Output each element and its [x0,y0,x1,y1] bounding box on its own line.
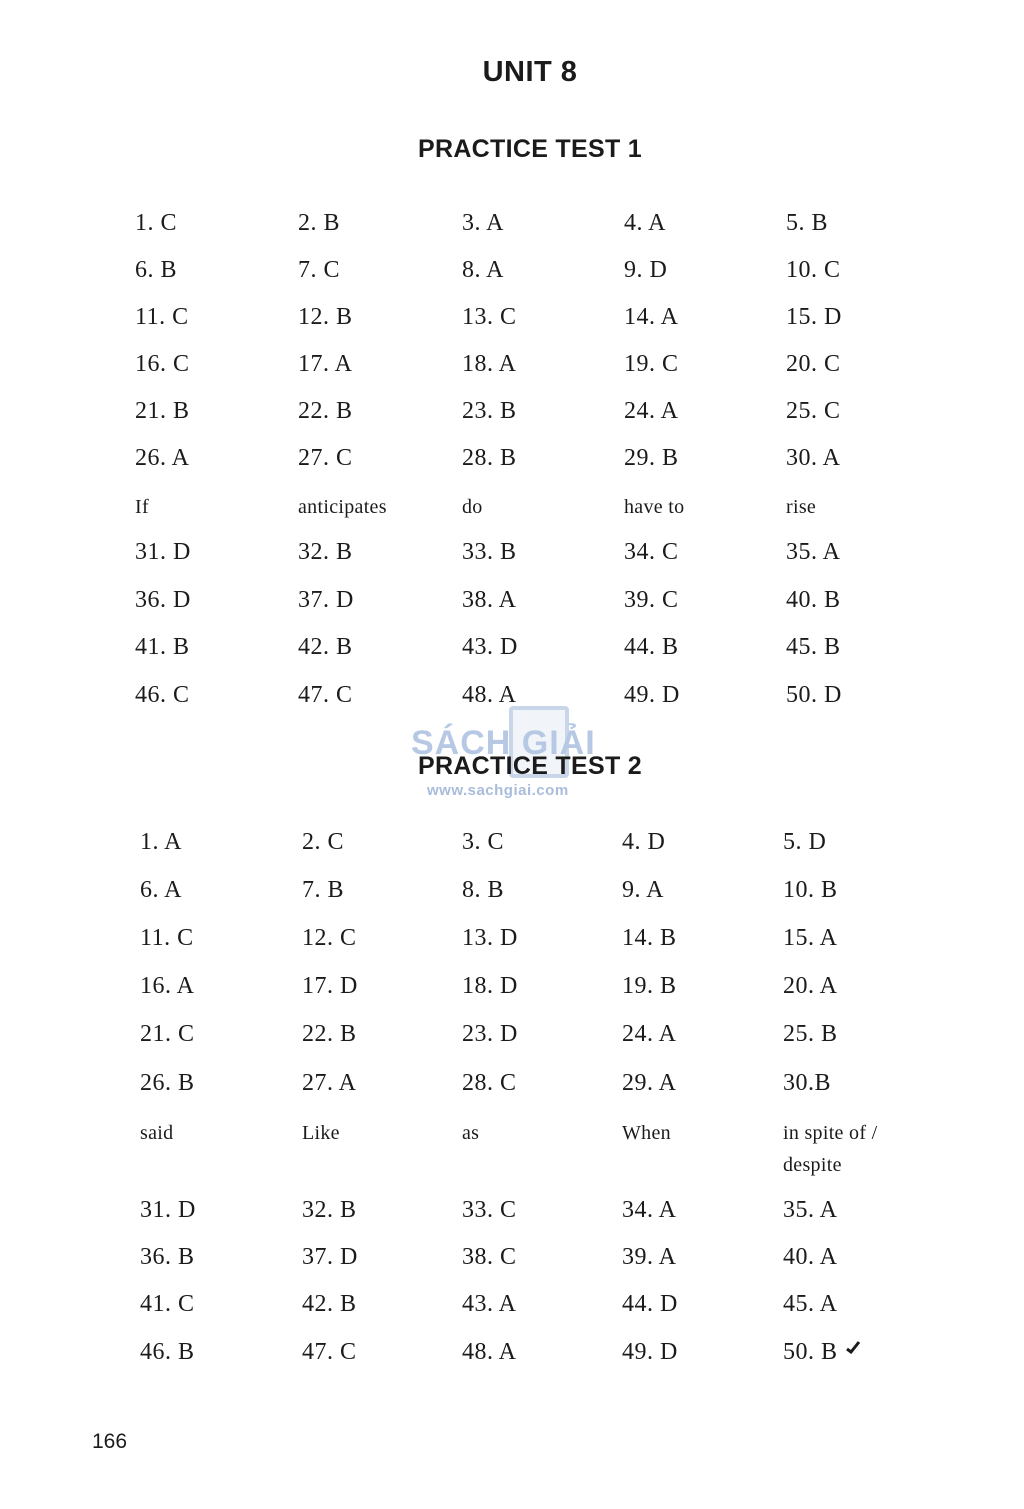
answer-cell: 17. A [298,351,353,377]
answer-cell: 4. D [622,829,666,855]
answer-cell: 41. B [135,634,190,660]
answer-cell: 1. C [135,210,178,236]
answer-cell: 11. C [140,925,194,951]
fill-word: rise [786,496,817,518]
answer-cell: 3. C [462,829,505,855]
answer-cell: 5. D [783,829,827,855]
answer-cell: 7. C [298,257,341,283]
answer-cell: 45. A [783,1291,838,1317]
fill-word: do [462,496,483,518]
answer-cell: 2. B [298,210,341,236]
answer-cell: 34. A [622,1197,677,1223]
answer-cell: 4. A [624,210,667,236]
answer-cell: 2. C [302,829,345,855]
answer-cell: 27. A [302,1070,357,1096]
answer-cell: 20. C [786,351,841,377]
answer-cell: 32. B [298,539,353,565]
answer-cell: 15. A [783,925,838,951]
answer-cell: 21. C [140,1021,195,1047]
answer-cell: 22. B [298,398,353,424]
answer-cell: 9. D [624,257,668,283]
fill-word: anticipates [298,496,387,518]
answer-cell: 25. B [783,1021,838,1047]
answer-cell: 6. A [140,877,183,903]
answer-cell: 13. C [462,304,517,330]
answer-cell: 42. B [302,1291,357,1317]
fill-word: said [140,1122,174,1144]
answer-cell: 19. C [624,351,679,377]
answer-cell: 49. D [624,682,680,708]
fill-word: in spite of / despite [783,1122,878,1176]
answer-cell: 46. B [140,1339,195,1365]
answer-cell: 37. D [298,587,354,613]
answer-cell: 31. D [140,1197,196,1223]
answer-cell: 23. B [462,398,517,424]
answer-cell: 24. A [624,398,679,424]
answer-cell: 41. C [140,1291,195,1317]
answer-cell: 18. D [462,973,518,999]
answer-cell: 10. B [783,877,838,903]
answer-cell: 23. D [462,1021,518,1047]
answer-cell: 47. C [298,682,353,708]
answer-cell: 9. A [622,877,665,903]
answer-cell: 42. B [298,634,353,660]
answer-cell: 48. A [462,682,517,708]
answer-cell: 15. D [786,304,842,330]
answer-cell: 45. B [786,634,841,660]
answer-cell: 26. B [140,1070,195,1096]
answer-cell: 5. B [786,210,829,236]
answer-cell: 8. B [462,877,505,903]
answer-cell: 26. A [135,445,190,471]
answer-cell: 3. A [462,210,505,236]
answer-cell: 33. B [462,539,517,565]
answer-cell: 38. A [462,587,517,613]
answer-cell: 47. C [302,1339,357,1365]
watermark-brand: SÁCH GIẢI [411,724,596,762]
answer-cell: 35. A [786,539,841,565]
answer-cell: 29. A [622,1070,677,1096]
answer-cell: 12. C [302,925,357,951]
answer-cell: 43. A [462,1291,517,1317]
answer-cell: 27. C [298,445,353,471]
answer-cell: 32. B [302,1197,357,1223]
answer-cell: 46. C [135,682,190,708]
answer-cell: 34. C [624,539,679,565]
answer-cell: 19. B [622,973,677,999]
answer-cell: 36. B [140,1244,195,1270]
answer-cell: 21. B [135,398,190,424]
answer-cell: 8. A [462,257,505,283]
fill-word: Like [302,1122,340,1144]
watermark-url: www.sachgiai.com [427,782,569,799]
answer-cell: 16. C [135,351,190,377]
answer-cell: 16. A [140,973,195,999]
practice-test-1-title: PRACTICE TEST 1 [418,135,642,163]
fill-word: as [462,1122,480,1144]
answer-cell: 20. A [783,973,838,999]
answer-cell: 17. D [302,973,358,999]
answer-cell: 28. C [462,1070,517,1096]
answer-cell: 30. A [786,445,841,471]
answer-cell: 6. B [135,257,178,283]
fill-word: If [135,496,149,518]
answer-cell: 35. A [783,1197,838,1223]
practice-test-2-title: PRACTICE TEST 2 [418,752,642,780]
answer-cell: 39. A [622,1244,677,1270]
answer-cell: 44. D [622,1291,678,1317]
unit-title: UNIT 8 [482,56,578,88]
answer-cell: 18. A [462,351,517,377]
fill-word: have to [624,496,685,518]
answer-cell: 38. C [462,1244,517,1270]
answer-cell: 39. C [624,587,679,613]
answer-cell: 50. D [786,682,842,708]
answer-cell: 40. A [783,1244,838,1270]
answer-cell: 10. C [786,257,841,283]
answer-cell: 29. B [624,445,679,471]
page-number: 166 [92,1430,128,1453]
answer-cell: 49. D [622,1339,678,1365]
fill-word: When [622,1122,671,1144]
answer-cell: 24. A [622,1021,677,1047]
answer-cell: 25. C [786,398,841,424]
answer-cell: 48. A [462,1339,517,1365]
answer-cell: 7. B [302,877,345,903]
answer-cell: 14. B [622,925,677,951]
answer-cell: 22. B [302,1021,357,1047]
answer-cell: 30.B [783,1070,832,1096]
answer-cell: 44. B [624,634,679,660]
answer-cell: 12. B [298,304,353,330]
answer-cell: 11. C [135,304,189,330]
answer-cell: 28. B [462,445,517,471]
answer-cell: 37. D [302,1244,358,1270]
answer-cell: 1. A [140,829,183,855]
answer-cell: 40. B [786,587,841,613]
answer-cell: 33. C [462,1197,517,1223]
answer-cell: 43. D [462,634,518,660]
answer-cell: 50. B [783,1339,838,1365]
answer-cell: 31. D [135,539,191,565]
answer-cell: 14. A [624,304,679,330]
answer-cell: 36. D [135,587,191,613]
tick-mark-icon [845,1340,861,1354]
answer-cell: 13. D [462,925,518,951]
